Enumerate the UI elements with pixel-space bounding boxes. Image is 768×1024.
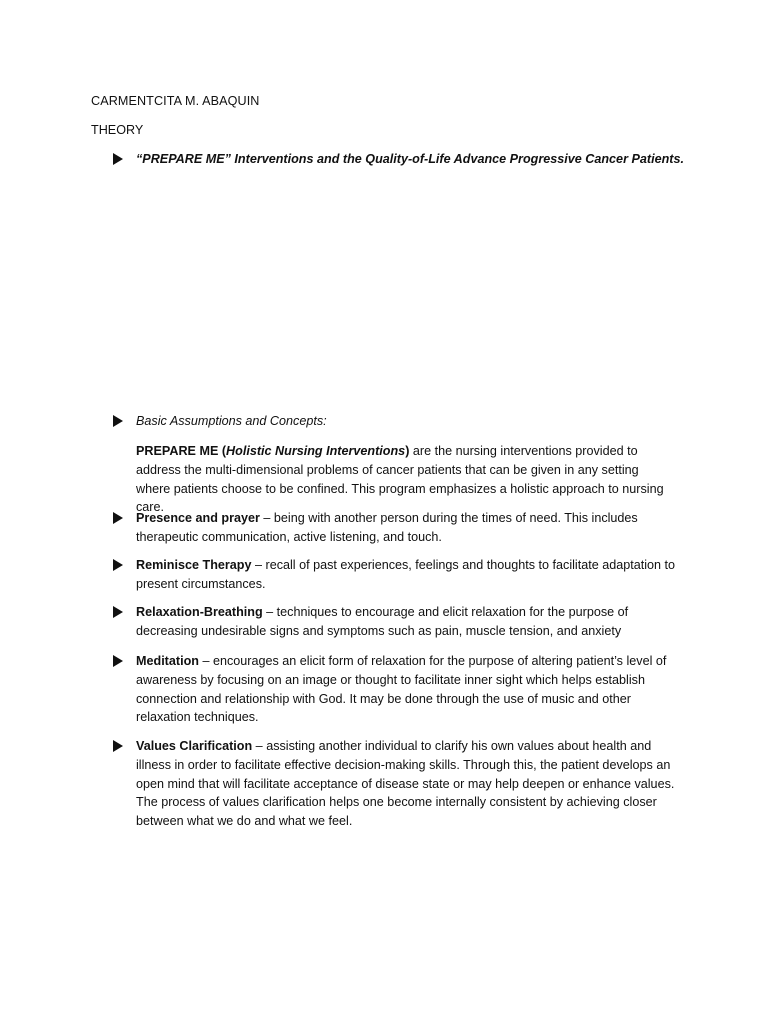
item-term: Meditation bbox=[136, 654, 199, 668]
list-item bbox=[136, 737, 676, 831]
list-item bbox=[136, 603, 676, 641]
list-item bbox=[136, 556, 676, 594]
item-text: – being with another person during the times of need. This includes therapeutic communication, active listening, and touch. bbox=[136, 511, 638, 544]
item-term: Reminisce Therapy bbox=[136, 558, 252, 572]
item-term: Presence and prayer bbox=[136, 511, 260, 525]
intro-term-close: ) bbox=[405, 444, 410, 458]
item-text: – techniques to encourage and elicit relaxation for the purpose of decreasing undesirable signs and symptoms such as pain, muscle tension, and anxiety bbox=[136, 605, 629, 638]
item-text: – encourages an elicit form of relaxation for the purpose of altering patient’s level of awareness by focusing on an image or thought to facilitate inner sight which helps establish connection and relationship with God. It may be done through the use of music and other relaxation techniques. bbox=[136, 654, 667, 725]
author-name: CARMENTCITA M. ABAQUIN bbox=[91, 94, 260, 108]
item-term: Relaxation-Breathing bbox=[136, 605, 263, 619]
intro-paragraph bbox=[136, 442, 676, 517]
theory-title: “PREPARE ME” Interventions and the Quality-of-Life Advance Progressive Cancer Patients. bbox=[136, 152, 684, 166]
assumptions-heading: Basic Assumptions and Concepts: bbox=[136, 414, 327, 428]
list-item bbox=[136, 509, 676, 547]
bullet-arrow-icon bbox=[113, 559, 123, 571]
intro-term-italic: Holistic Nursing Interventions bbox=[226, 444, 406, 458]
item-term: Values Clarification bbox=[136, 739, 253, 753]
item-text: – assisting another individual to clarify his own values about health and illness in order to facilitate effective decision-making skills. Through this, the patient develops an open mind that will facilitate acceptance of disease state or may help deepen or enhance values. The process of values clarification helps one become internally consistent by achieving closer between what we do and what we feel. bbox=[136, 739, 675, 829]
bullet-arrow-icon bbox=[113, 655, 123, 667]
intro-term: PREPARE ME ( bbox=[136, 444, 227, 458]
section-label: THEORY bbox=[91, 123, 144, 137]
bullet-arrow-icon bbox=[113, 740, 123, 752]
bullet-arrow-icon bbox=[113, 415, 123, 427]
bullet-arrow-icon bbox=[113, 606, 123, 618]
list-item bbox=[136, 652, 676, 727]
bullet-arrow-icon bbox=[113, 512, 123, 524]
intro-text: are the nursing interventions provided to address the multi-dimensional problems of cancer patients that can be given in any setting where patients choose to be confined. This program emphasizes a holistic approach to nursing care. bbox=[136, 444, 664, 515]
bullet-arrow-icon bbox=[113, 153, 123, 165]
item-text: – recall of past experiences, feelings and thoughts to facilitate adaptation to present circumstances. bbox=[136, 558, 676, 591]
